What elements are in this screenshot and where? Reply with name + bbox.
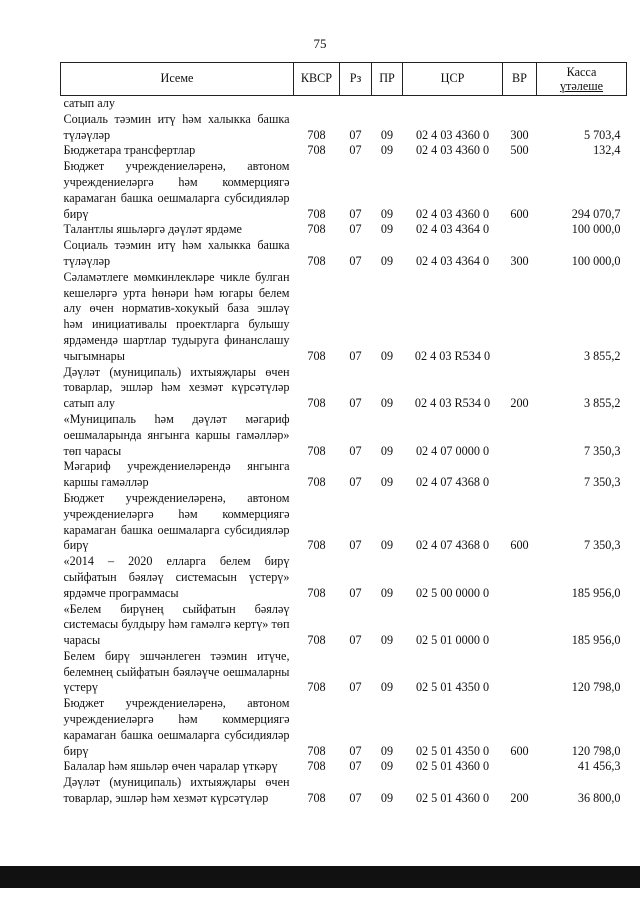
cell-vr: 300 [510, 253, 529, 268]
cell-kassa: 100 000,0 [571, 253, 621, 268]
scan-edge-bar [0, 866, 640, 888]
cell-name: Мәгариф учреждениеләрендә янгынга каршы гамәлләр [63, 459, 290, 490]
cell-csr: 02 4 03 4360 0 [415, 127, 490, 142]
cell-csr: 02 4 07 4368 0 [415, 475, 490, 490]
column-header-kassa-line1: Касса [566, 65, 597, 79]
cell-pr: 09 [380, 538, 394, 553]
cell-rz: 07 [349, 222, 362, 237]
cell-name: Бюджет учреждениеләренә, автоном учреждениеләргә һәм коммерциягә карамаган башка оешмаларга субсидияләр бирү [63, 159, 290, 221]
cell-vr: 600 [510, 538, 529, 553]
cell-pr: 09 [380, 348, 394, 363]
cell-kassa: 294 070,7 [571, 206, 621, 221]
cell-name: Белем бирү эшчәнлеген тәэмин итүче, белемнең сыйфатын бәяләүче оешмаларны үстерү [63, 648, 290, 695]
column-header-name: Исеме [61, 63, 294, 96]
cell-rz: 07 [349, 743, 362, 758]
table-header [61, 63, 627, 96]
cell-rz: 07 [349, 791, 362, 806]
cell-name: Балалар һәм яшьләр өчен чаралар үткәрү [63, 759, 278, 774]
column-header-vr: ВР [503, 63, 537, 96]
table-row [61, 412, 627, 459]
cell-rz: 07 [349, 348, 362, 363]
cell-kassa: 36 800,0 [577, 791, 621, 806]
cell-rz: 07 [349, 127, 362, 142]
cell-rz: 07 [349, 396, 362, 411]
cell-pr: 09 [380, 143, 394, 158]
cell-vr [503, 649, 537, 696]
cell-vr [503, 759, 537, 775]
cell-name: «Белем бирүнең сыйфатын бәяләү системасы булдыру һәм гамәлгә кертү» төп чарасы [63, 601, 290, 648]
cell-pr: 09 [380, 253, 394, 268]
cell-pr: 09 [380, 206, 394, 221]
cell-vr [503, 222, 537, 238]
cell-kassa: 100 000,0 [571, 222, 621, 237]
cell-pr: 09 [380, 759, 394, 774]
cell-kassa: 3 855,2 [583, 396, 621, 411]
column-header-rz: Рз [340, 63, 372, 96]
cell-rz: 07 [349, 680, 362, 695]
cell-kvsr: 708 [307, 759, 326, 774]
cell-csr: 02 4 03 4360 0 [415, 206, 490, 221]
table-row [61, 759, 627, 775]
column-header-kassa-line2: үтәлеше [559, 79, 604, 93]
cell-pr: 09 [380, 475, 394, 490]
cell-kassa: 5 703,4 [583, 127, 621, 142]
cell-pr: 09 [380, 585, 394, 600]
header-row [61, 63, 627, 96]
cell-kassa: 7 350,3 [583, 538, 621, 553]
cell-csr: 02 5 01 4360 0 [415, 791, 490, 806]
cell-kassa: 185 956,0 [571, 633, 621, 648]
cell-rz: 07 [349, 253, 362, 268]
cell-rz: 07 [349, 443, 362, 458]
cell-csr: 02 4 03 4364 0 [415, 222, 490, 237]
table-body [61, 96, 627, 807]
cell-pr: 09 [380, 222, 394, 237]
cell-kassa: 7 350,3 [583, 443, 621, 458]
cell-kvsr: 708 [307, 680, 326, 695]
cell-rz: 07 [349, 143, 362, 158]
column-header-kvsr: КВСР [294, 63, 340, 96]
cell-pr: 09 [380, 633, 394, 648]
cell-csr: 02 5 01 0000 0 [415, 633, 490, 648]
cell-kassa: 120 798,0 [571, 743, 621, 758]
cell-vr [503, 602, 537, 649]
cell-kassa: 3 855,2 [583, 348, 621, 363]
cell-csr: 02 5 01 4360 0 [415, 759, 490, 774]
cell-vr: 600 [510, 206, 529, 221]
column-header-csr: ЦСР [403, 63, 503, 96]
table-row [61, 491, 627, 554]
cell-vr [503, 96, 537, 112]
cell-pr: 09 [380, 743, 394, 758]
page-number: 75 [313, 36, 327, 51]
cell-kassa [537, 96, 627, 112]
column-header-pr: ПР [372, 63, 403, 96]
cell-kvsr: 708 [307, 585, 326, 600]
cell-name: Социаль тәэмин итү һәм халыкка башка түләүләр [63, 111, 290, 142]
cell-name: Социаль тәэмин итү һәм халыкка башка түләүләр [63, 238, 290, 268]
table-row [61, 602, 627, 649]
table-row [61, 238, 627, 270]
cell-rz: 07 [349, 633, 362, 648]
cell-kassa: 132,4 [593, 143, 621, 158]
table-row [61, 554, 627, 601]
cell-kvsr: 708 [307, 538, 326, 553]
cell-kvsr [294, 96, 340, 112]
cell-name: Дәүләт (муниципаль) ихтыяҗлары өчен товарлар, эшләр һәм хезмәт күрсәтүләр сатып алу [63, 364, 290, 411]
table-row [61, 112, 627, 144]
cell-name: Сәламәтлеге мөмкинлекләре чикле булган кешеләргә урта һөнәри һәм югары белем алу өчен норматив-хокукый база эшләү һәм инициативалы проектларга булышу ярдәмендә шартлар тудыруга финанслашу чыгымнары [63, 269, 290, 363]
cell-kvsr: 708 [307, 396, 326, 411]
table-row [61, 459, 627, 491]
cell-vr [503, 412, 537, 459]
cell-pr: 09 [380, 443, 394, 458]
cell-kvsr: 708 [307, 143, 326, 158]
cell-pr: 09 [380, 791, 394, 806]
table-row [61, 696, 627, 759]
table-row [61, 159, 627, 222]
cell-name: Бюджетара трансфертлар [63, 143, 196, 158]
cell-vr [503, 459, 537, 491]
cell-name: Талантлы яшьләргә дәүләт ярдәме [63, 222, 242, 237]
cell-name: «Муниципаль һәм дәүләт мәгариф оешмаларында янгынга каршы гамәлләр» төп чарасы [63, 411, 290, 458]
cell-kassa: 120 798,0 [571, 680, 621, 695]
cell-pr: 09 [380, 127, 394, 142]
cell-rz: 07 [349, 759, 362, 774]
cell-csr: 02 5 00 0000 0 [415, 585, 490, 600]
cell-pr: 09 [380, 396, 394, 411]
cell-kvsr: 708 [307, 348, 326, 363]
cell-kvsr: 708 [307, 127, 326, 142]
cell-kvsr: 708 [307, 743, 326, 758]
cell-csr: 02 4 07 0000 0 [415, 443, 490, 458]
cell-rz: 07 [349, 475, 362, 490]
cell-csr: 02 4 03 4364 0 [415, 253, 490, 268]
cell-rz: 07 [349, 585, 362, 600]
table-row [61, 96, 627, 112]
cell-name: сатып алу [63, 96, 115, 110]
cell-csr: 02 5 01 4350 0 [415, 680, 490, 695]
cell-kvsr: 708 [307, 253, 326, 268]
cell-rz: 07 [349, 538, 362, 553]
cell-name: Бюджет учреждениеләренә, автоном учреждениеләргә һәм коммерциягә карамаган башка оешмаларга субсидияләр бирү [63, 490, 290, 553]
table-row [61, 365, 627, 412]
cell-vr: 200 [510, 791, 529, 806]
cell-kvsr: 708 [307, 206, 326, 221]
cell-name: «2014 – 2020 елларга белем бирү сыйфатын бәяләү системасын үстерү» ярдәмче программасы [63, 554, 290, 600]
cell-csr: 02 4 03 R534 0 [414, 396, 491, 411]
cell-pr: 09 [380, 680, 394, 695]
table-row [61, 649, 627, 696]
cell-vr: 500 [510, 143, 529, 158]
cell-kvsr: 708 [307, 633, 326, 648]
cell-rz [340, 96, 372, 112]
cell-kassa: 185 956,0 [571, 585, 621, 600]
cell-pr [372, 96, 403, 112]
budget-execution-table [60, 62, 627, 807]
cell-csr: 02 4 03 R534 0 [414, 348, 491, 363]
table-row [61, 143, 627, 159]
cell-vr: 300 [510, 127, 529, 142]
cell-vr: 200 [510, 396, 529, 411]
column-header-kassa [537, 63, 627, 96]
cell-csr [403, 96, 503, 112]
table-row [61, 270, 627, 365]
cell-kvsr: 708 [307, 475, 326, 490]
cell-kassa: 7 350,3 [583, 475, 621, 490]
cell-rz: 07 [349, 206, 362, 221]
cell-name: Дәүләт (муниципаль) ихтыяҗлары өчен товарлар, эшләр һәм хезмәт күрсәтүләр [63, 775, 290, 806]
cell-vr: 600 [510, 743, 529, 758]
cell-kassa: 41 456,3 [577, 759, 621, 774]
cell-vr [503, 270, 537, 365]
cell-kvsr: 708 [307, 222, 326, 237]
table-row [61, 222, 627, 238]
cell-kvsr: 708 [307, 791, 326, 806]
cell-csr: 02 4 07 4368 0 [415, 538, 490, 553]
cell-name: Бюджет учреждениеләренә, автоном учреждениеләргә һәм коммерциягә карамаган башка оешмаларга субсидияләр бирү [63, 696, 290, 758]
cell-kvsr: 708 [307, 443, 326, 458]
cell-csr: 02 5 01 4350 0 [415, 743, 490, 758]
cell-vr [503, 554, 537, 601]
cell-csr: 02 4 03 4360 0 [415, 143, 490, 158]
table-row [61, 775, 627, 807]
